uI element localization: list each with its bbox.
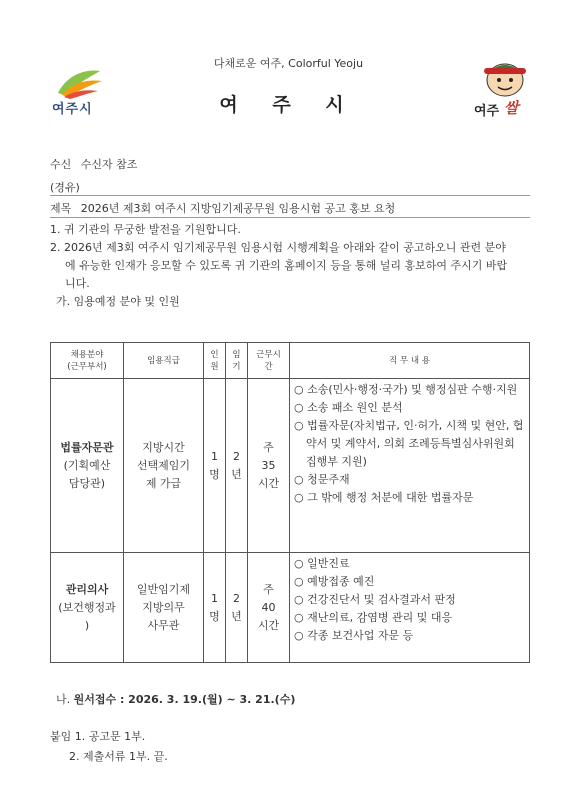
section-ga: 가. 임용예정 분야 및 인원 [56,295,180,308]
paragraph-2-line-1: 2. 2026년 제3회 여주시 임기제공무원 임용시험 시행계획을 아래와 같이 공고하오니 관련 분야 [50,241,506,254]
header-duties: 직 무 내 용 [290,343,530,379]
subject-value: 2026년 제3회 여주시 지방임기제공무원 임용시험 공고 홍보 요청 [80,202,396,215]
duty-item: ○ 건강진단서 및 검사결과서 판정 [294,593,456,606]
cell-hours: 주 35 시간 [248,379,290,553]
duty-item: ○ 그 밖에 행정 처분에 대한 법률자문 [294,491,474,504]
table-row [51,379,530,553]
via-line: (경유) [50,181,80,194]
recipient-value: 수신자 참조 [80,158,138,171]
cell-duties [290,379,530,553]
header-term: 임 기 [226,343,248,379]
section-na-prefix: 나. [56,693,71,706]
header-grade: 임용직급 [124,343,204,379]
duty-item: ○ 법률자문(자치법규, 인·허가, 시책 및 현안, 협약서 및 계약서, 의회 조례등특별심사위원회 집행부 지원) [294,419,524,468]
logo-left-text: 여주시 [52,102,93,117]
divider-top [50,195,530,196]
cell-count: 1 명 [204,553,226,663]
attachment-line-1: 붙임 1. 공고문 1부. [50,730,146,743]
header-count: 인 원 [204,343,226,379]
section-na [56,691,295,709]
cell-hours: 주 40 시간 [248,553,290,663]
recipient-line [50,156,137,172]
body-text [50,221,540,311]
recruitment-table [50,342,530,663]
cell-duties [290,553,530,663]
attachment-line-2: 2. 제출서류 1부. 끝. [69,750,168,763]
paragraph-2-line-3: 니다. [65,277,90,290]
table-header-row [51,343,530,379]
header-field: 채용분야 (근무부서) [51,343,124,379]
paragraph-1: 1. 귀 기관의 무궁한 발전을 기원합니다. [50,223,241,236]
org-title: 여 주 시 [219,94,358,116]
table-row [51,553,530,663]
cell-grade: 일반임기제 지방의무 사무관 [124,553,204,663]
duty-item: ○ 재난의료, 감염병 관리 및 대응 [294,611,453,624]
duty-item: ○ 소송(민사·행정·국가) 및 행정심판 수행·지원 [294,383,518,396]
header-hours: 근무시 간 [248,343,290,379]
cell-grade: 지방시간 선택제임기 제 가급 [124,379,204,553]
duty-item: ○ 일반진료 [294,557,350,570]
duty-item: ○ 청문주재 [294,473,350,486]
yeoju-rice-logo [474,60,536,122]
logo-right-text-rice: 쌀 [504,99,519,117]
logo-right-text: 여주 [474,104,500,119]
recipient-label: 수신 [50,158,72,171]
duty-item: ○ 예방접종 예진 [294,575,375,588]
cell-term: 2 년 [226,379,248,553]
slogan: 다채로운 여주, Colorful Yeoju [213,57,364,70]
cell-field: 법률자문관 (기획예산 담당관) [51,379,124,553]
application-period: 원서접수 : 2026. 3. 19.(월) ~ 3. 21.(수) [73,693,296,706]
divider-bottom [50,217,530,218]
paragraph-2-line-2: 에 유능한 인재가 응모할 수 있도록 귀 기관의 홈페이지 등을 통해 널리 홍보하여 주시기 바랍 [65,259,508,272]
duty-item: ○ 소송 패소 원인 분석 [294,401,403,414]
cell-term: 2 년 [226,553,248,663]
cell-field: 관리의사 (보건행정과 ) [51,553,124,663]
subject-label: 제목 [50,202,72,215]
duty-item: ○ 각종 보건사업 자문 등 [294,629,414,642]
cell-count: 1 명 [204,379,226,553]
subject-line [50,200,395,216]
